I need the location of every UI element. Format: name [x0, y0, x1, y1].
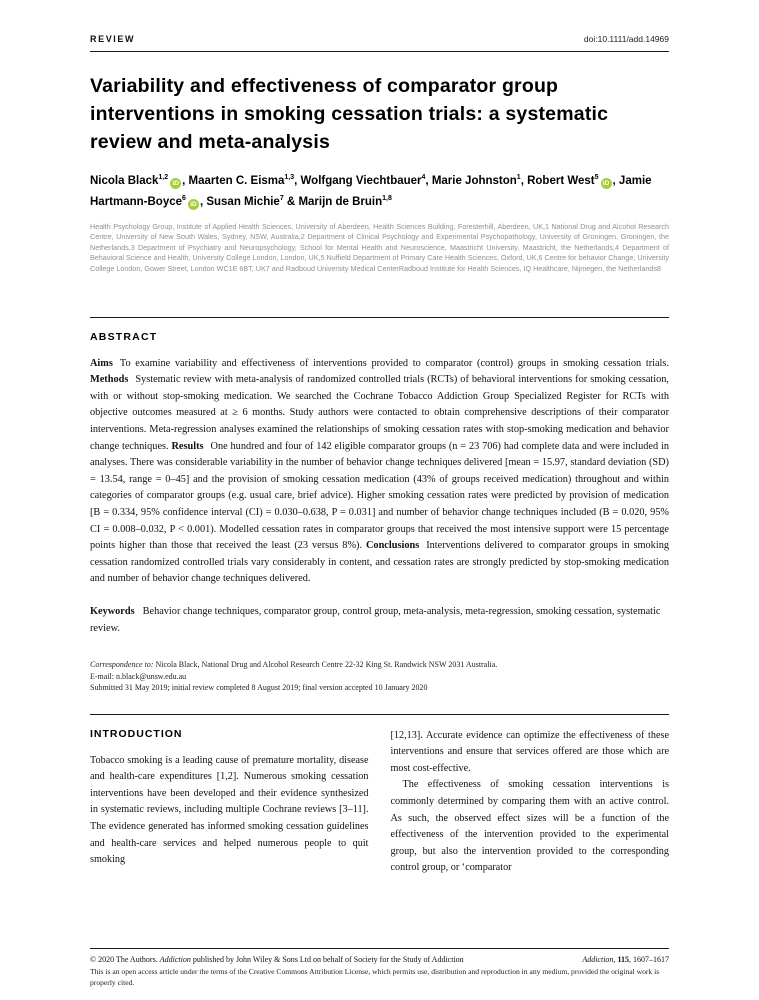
left-column [90, 728, 369, 877]
author-separator: , [294, 174, 301, 187]
copyright-line: © 2020 The Authors. Addiction published by John Wiley & Sons Ltd on behalf of Society for the Study of Addiction [90, 955, 464, 964]
author: Jamie Hartmann-Boyce$^6$ [90, 174, 652, 208]
article-type-label: REVIEW [90, 34, 136, 44]
submission-dates: Submitted 31 May 2019; initial review completed 8 August 2019; final version accepted 10 January 2020 [90, 683, 428, 693]
abstract-heading: ABSTRACT [90, 330, 158, 343]
author: Susan Michie$^7$ [206, 194, 284, 208]
abstract-paragraph: Aims To examine variability and effectiveness of interventions provided to comparator (control) groups in smoking cessation trials. Methods Systematic review with meta-analysis of randomized controlled trials (RCTs) of behavioral interventions for smoking cessation, with or without stop-smoking medication. We searched the Cochrane Tobacco Addiction Group Specialized Register for RCTs with objective outcomes measured at ≥ 6 months. Study authors were contacted to obtain comprehensive descriptions of their comparator interventions. Meta-regression analyses examined the relationships of smoking cessation rates with stop-smoking medication and behavior change techniques. Results One hundred and four of 142 eligible comparator groups (n = 23 706) had complete data and were included in analyses. There was considerable variability in the number of behavior change techniques delivered [mean = 15.97, standard deviation (SD) = 13.54, range = 0–45] and the provision of smoking cessation medication (43% of groups received medication) throughout and within categories of comparator groups (e.g. usual care, brief advice). Higher smoking cessation rates were predicted by provision of medication [B = 0.334, 95% confidence interval (CI) = 0.030–0.638, P = 0.031] and number of behavior change techniques included (B = 0.020, 95% CI = 0.008–0.032, P < 0.001). Modelled cessation rates in comparator groups that received the most intensive support were 15 percentage points higher than those that received the least (23 versus 8%). Conclusions Interventions delivered to comparator groups in smoking cessation randomized controlled trials vary considerably in content, and cessation rates are strongly predicted by stop-smoking medication and number of behavior change techniques delivered. [90, 357, 669, 585]
orcid-icon[interactable]: iD [601, 178, 612, 189]
email-link[interactable]: n.black@unsw.edu.au [116, 671, 187, 681]
footer-row [90, 954, 669, 965]
author: Robert West$^5$ [527, 174, 599, 187]
author-separator: , [612, 174, 619, 187]
intro-right-paragraph-1: [12,13]. Accurate evidence can optimize the effectiveness of these interventions and ensure that services offered are those which are most cost-effective. [390, 729, 669, 774]
page-footer [90, 948, 669, 988]
intro-right-paragraph-2: The effectiveness of smoking cessation interventions is commonly determined by comparing them with an active control. As such, the observed effect sizes will be a function of the effectiveness of the intervention provided to the experimental group, but also the intervention provided to the corresponding control group, or ‘comparator [390, 779, 669, 874]
right-column [391, 728, 670, 877]
orcid-icon[interactable]: iD [188, 199, 199, 210]
license-text: This is an open access article under the terms of the Creative Commons Attribution License, which permits use, distribution and reproduction in any medium, provided the original work is properly cited. [90, 967, 660, 987]
intro-left-paragraph: Tobacco smoking is a leading cause of premature mortality, disease and health-care expenditures [1,2]. Numerous smoking cessation interventions have been developed and their evidence synthesized in systematic reviews, including multiple Cochrane reviews [3–11]. The evidence generated has informed smoking cessation guidelines and health-care services and helped numerous people to quit smoking [90, 754, 369, 866]
author: Maarten C. Eisma$^{1,3}$ [188, 174, 295, 187]
author-separator: , [520, 174, 528, 187]
introduction-heading: INTRODUCTION [90, 727, 183, 740]
correspondence-line: Correspondence to: Nicola Black, National Drug and Alcohol Research Centre 22-32 King St. Randwick NSW 2031 Australia. [90, 660, 498, 670]
article-title: Variability and effectiveness of comparator group interventions in smoking cessation trials: a systematic review and meta-analysis [90, 75, 609, 153]
keywords-label: Keywords [90, 605, 135, 617]
email-line: E-mail: n.black@unsw.edu.au [90, 671, 187, 681]
author: Wolfgang Viechtbauer$^4$ [300, 174, 426, 187]
doi-link[interactable]: doi:10.1111/add.14969 [583, 34, 669, 44]
abstract-label-methods: Methods [90, 374, 129, 386]
introduction-divider [90, 714, 669, 715]
page-header [90, 34, 669, 52]
author: Marie Johnston$^1$ [431, 174, 521, 187]
author-separator: , [425, 174, 432, 187]
abstract-label-results: Results [171, 440, 204, 452]
affiliations: Health Psychology Group, Institute of Applied Health Sciences, University of Aberdeen, Health Sciences Building, Foresterhill, Aberdeen, UK,1 National Drug and Alcohol Research Centre, University of New South Wales, Sydney, NSW, Australia,2 Department of Clinical Psychology and Experimental Psychopathology, University of Groningen, Groningen, the Netherlands,3 Department of Psychiatry and Neuropsychology, School for Mental Health and Neuroscience, Maastricht University, Maastricht, the Netherlands,4 Department of Behavioral Science and Health, University College London, London, UK,5 Nuffield Department of Primary Care Health Sciences, Oxford, UK,6 Centre for behavior Change, University College London, Gower Street, London WC1E 6BT, UK7 and Radboud University Medical CenterRadboud Institute for Health Sciences, IQ Healthcare, Nijmegen, the Netherlands8 [90, 221, 669, 274]
author-list [90, 169, 669, 211]
abstract-divider [90, 317, 669, 318]
author: Nicola Black$^{1,2}$ [90, 174, 169, 187]
abstract-label-aims: Aims [90, 357, 113, 369]
citation: Addiction, 115, 1607–1617 [582, 955, 669, 964]
author: Marijn de Bruin$^{1,8}$ [298, 194, 392, 208]
abstract-label-conclusions: Conclusions [365, 540, 420, 552]
correspondence-label: Correspondence to: [90, 660, 154, 670]
correspondence-block [90, 659, 669, 694]
keywords-block [90, 604, 669, 637]
author-separator: , [182, 174, 189, 187]
introduction-section [90, 728, 669, 877]
author-separator: , [199, 195, 207, 208]
orcid-icon[interactable]: iD [170, 178, 181, 189]
keywords-text: Behavior change techniques, comparator group, control group, meta-analysis, meta-regression, smoking cessation, systematic review. [90, 605, 661, 634]
author-separator: & [283, 195, 299, 208]
